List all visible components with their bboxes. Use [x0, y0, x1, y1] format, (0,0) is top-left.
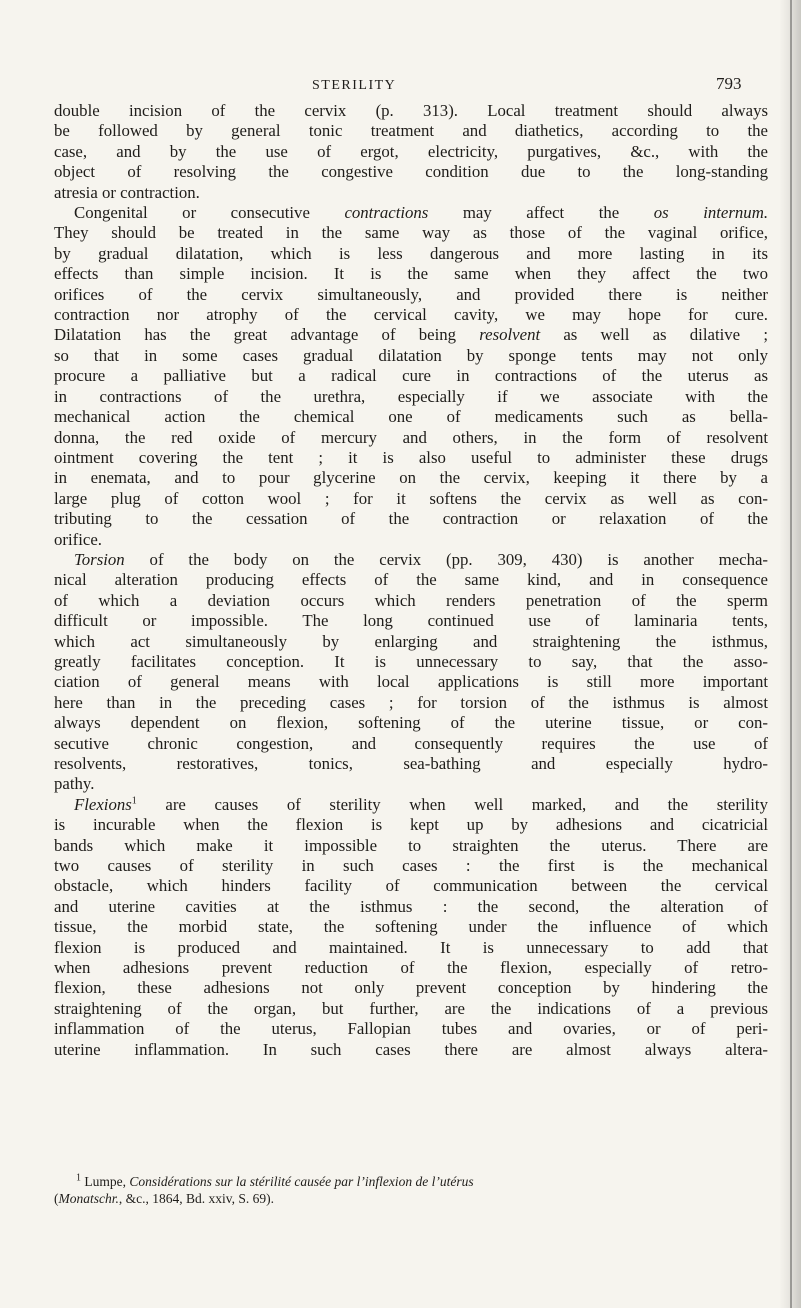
text-run: are causes of sterility when well marked, and the sterility [136, 794, 768, 814]
text-line: always dependent on flexion, softening of the uterine tissue, or con- [54, 713, 768, 733]
text-line: resolvents, restoratives, tonics, sea-bathing and especially hydro- [54, 754, 768, 773]
text-line: uterine inflammation. In such cases there are almost always altera- [54, 1039, 768, 1059]
text-line: contraction nor atrophy of the cervical cavity, we may hope for cure. [54, 305, 768, 325]
text-line: in contractions of the urethra, especially if we associate with the [54, 386, 768, 406]
italic-term: Flexions [74, 794, 132, 814]
text-line: inflammation of the uterus, Fallopian tubes and ovaries, or of peri- [54, 1019, 768, 1039]
footnote-journal: Monatschr. [58, 1191, 119, 1206]
footnote [54, 1173, 768, 1207]
text-line: when adhesions prevent reduction of the flexion, especially of retro- [54, 958, 768, 978]
text-run: , &c., 1864, Bd. xxiv, S. 69). [118, 1191, 274, 1206]
text-line [54, 325, 768, 345]
text-line: tributing to the cessation of the contraction or relaxation of the [54, 509, 768, 529]
footnote-marker: 1 [76, 1172, 81, 1184]
italic-term: contractions [344, 203, 429, 223]
text-line: atresia or contraction. [54, 182, 200, 202]
text-line: which act simultaneously by enlarging and straightening the isthmus, [54, 631, 768, 651]
text-line: case, and by the use of ergot, electricity, purgatives, &c., with the [54, 141, 768, 161]
text-line: difficult or impossible. The long continued use of laminaria tents, [54, 611, 768, 631]
text-line: obstacle, which hinders facility of communication between the cervical [54, 876, 768, 896]
running-title: STERILITY [312, 78, 397, 93]
footnote-line [54, 1173, 768, 1190]
text-line: nical alteration producing effects of the same kind, and in consequence [54, 570, 768, 590]
page-number: 793 [716, 74, 742, 93]
paragraph-2 [54, 203, 768, 550]
text-line: straightening of the organ, but further, are the indications of a previous [54, 998, 768, 1018]
footnote-title: Considérations sur la stérilité causée par l’inflexion de l’utérus [129, 1174, 474, 1189]
text-line: flexion, these adhesions not only prevent conception by hindering the [54, 978, 768, 998]
text-line: and uterine cavities at the isthmus : the second, the alteration of [54, 896, 768, 916]
text-line: mechanical action the chemical one of medicaments such as bella- [54, 407, 768, 427]
text-line: so that in some cases gradual dilatation by sponge tents may not only [54, 345, 768, 365]
text-line: flexion is produced and maintained. It is unnecessary to add that [54, 937, 768, 957]
text-line: two causes of sterility in such cases : the first is the mechanical [54, 856, 768, 876]
text-run: may affect the [428, 203, 654, 223]
text-line: object of resolving the congestive condition due to the long-standing [54, 162, 768, 182]
text-line: secutive chronic congestion, and consequently requires the use of [54, 733, 768, 753]
footnote-line [54, 1190, 768, 1207]
paragraph-3 [54, 550, 768, 795]
text-line: here than in the preceding cases ; for torsion of the isthmus is almost [54, 692, 768, 712]
text-run: as well as dilative ; [540, 325, 768, 345]
text-line: They should be treated in the same way as those of the vaginal orifice, [54, 223, 768, 243]
paragraph-4 [54, 795, 768, 1060]
text-line: donna, the red oxide of mercury and others, in the form of resolvent [54, 427, 768, 447]
text-line [54, 795, 768, 815]
text-line: is incurable when the flexion is kept up by adhesions and cicatricial [54, 815, 768, 835]
footnote-author: Lumpe, [81, 1174, 130, 1189]
text-line: of which a deviation occurs which renders penetration of the sperm [54, 590, 768, 610]
text-line: tissue, the morbid state, the softening under the influence of which [54, 917, 768, 937]
text-run: ( [54, 1191, 59, 1206]
italic-term: os internum. [653, 203, 769, 223]
text-line [54, 203, 768, 223]
text-line: be followed by general tonic treatment and diathetics, according to the [54, 121, 768, 141]
footnote-reference: 1 [131, 795, 137, 807]
text-line: in enemata, and to pour glycerine on the cervix, keeping it there by a [54, 468, 768, 488]
text-line: bands which make it impossible to straighten the uterus. There are [54, 835, 768, 855]
text-run: Congenital or consecutive [74, 203, 345, 223]
text-line: orifices of the cervix simultaneously, and provided there is neither [54, 284, 768, 304]
text-line: double incision of the cervix (p. 313). Local treatment should always [54, 101, 768, 120]
italic-term: resolvent [479, 325, 541, 345]
text-line: greatly facilitates conception. It is unnecessary to say, that the asso- [54, 651, 768, 671]
body-text [54, 101, 768, 1060]
paragraph-1 [54, 101, 768, 203]
text-line: ointment covering the tent ; it is also useful to administer these drugs [54, 447, 768, 467]
text-run: Dilatation has the great advantage of being [54, 325, 480, 345]
italic-term: Torsion [74, 549, 125, 569]
text-line: ciation of general means with local applications is still more important [54, 672, 768, 692]
text-run: of the body on the cervix (pp. 309, 430) is another mecha- [124, 549, 768, 569]
text-line [54, 550, 768, 570]
text-line: pathy. [54, 774, 95, 794]
page-edge-line [790, 0, 792, 1308]
text-line: procure a palliative but a radical cure in contractions of the uterus as [54, 366, 768, 386]
text-line: by gradual dilatation, which is less dangerous and more lasting in its [54, 243, 768, 263]
text-line: orifice. [54, 529, 102, 549]
text-line: large plug of cotton wool ; for it softens the cervix as well as con- [54, 488, 768, 508]
text-line: effects than simple incision. It is the same when they affect the two [54, 264, 768, 284]
